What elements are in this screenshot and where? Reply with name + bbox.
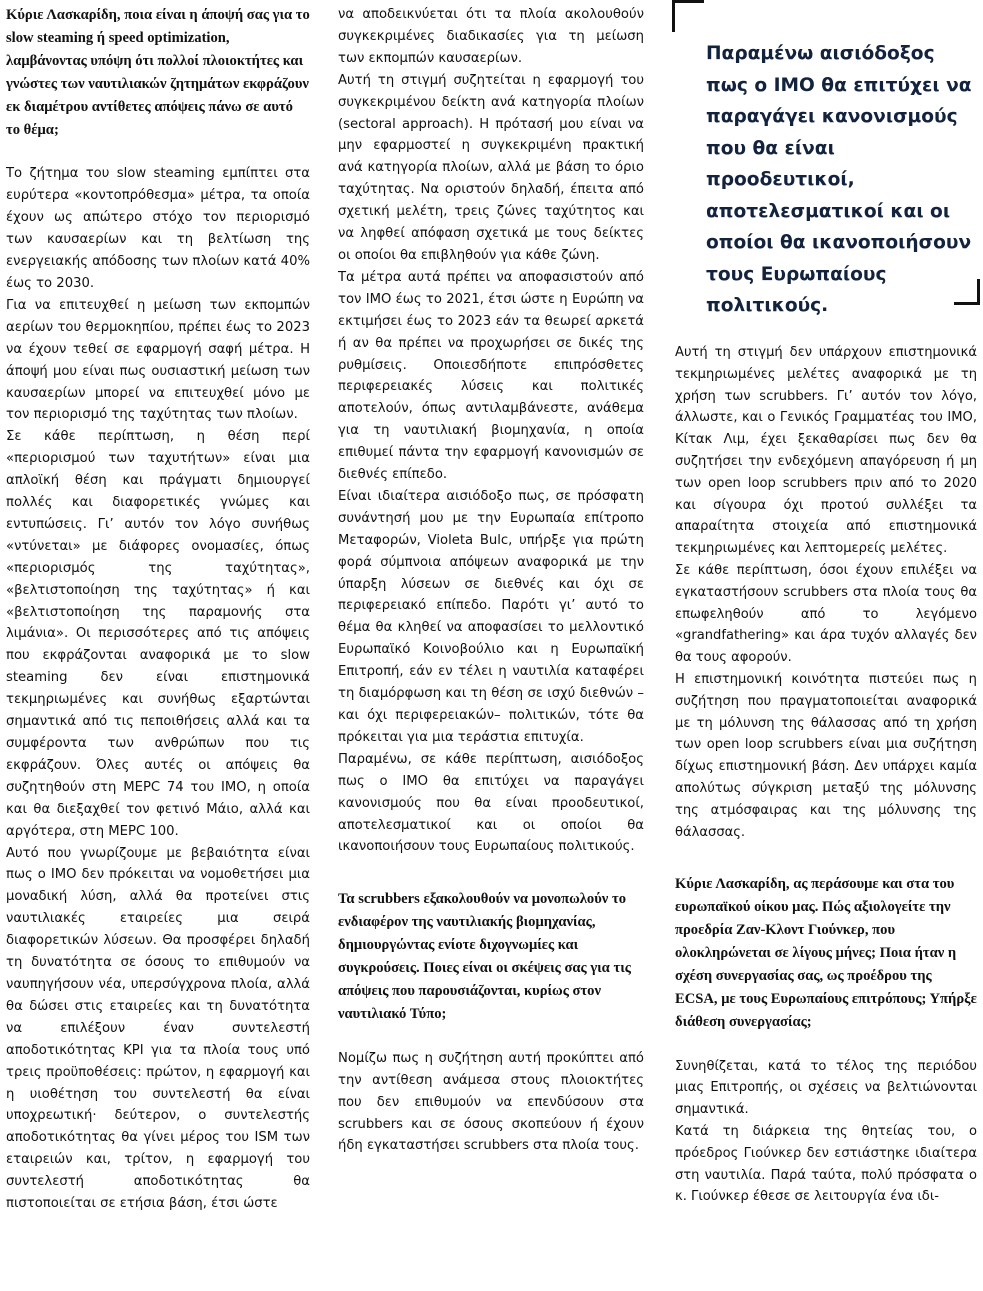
body-paragraph: Αυτή τη στιγμή δεν υπάρχουν επιστημονικά τεκμηριωμένες μελέτες αναφορικά με τη χρήση των scrubbers. Γι’ αυτόν τον λόγο, άλλωστε, και ο Γενικός Γραμματέας του IMO, Κίτακ Λιμ, έχει ξεκαθαρίσει πως δεν θα συζητήσει την ενδεχόμενη απαγόρευση ή μη των open loop scrubbers πριν από το 2020 και σίγουρα όχι προτού συλλέξει τα απαραίτητα στοιχεία από επιστημονικά τεκμηριωμένες και λεπτομερείς μελέτες. bbox=[675, 345, 977, 557]
pull-quote bbox=[672, 0, 983, 316]
body-paragraph: Αυτό που γνωρίζουμε με βεβαιότητα είναι πως ο IMO δεν πρόκειται να νομοθετήσει μια μοναδική λύση, αλλά θα προτείνει στις ναυτιλιακές εταιρείες μια σειρά διαφορετικών λύσεων. Θα προσφέρει δηλαδή τη δυνατότητα σε όσους το επιθυμούν να ναυπηγήσουν νέα, υπερσύγχρονα πλοία, αλλά θα δώσει στις εταιρείες και τη δυνατότητα να επιλέξουν έναν συντελεστή αποδοτικότητας KPI για τα πλοία τους υπό τρεις προϋποθέσεις: πρώτον, η εφαρμογή και η υιοθέτηση του συντελεστή θα είναι υποχρεωτική· δεύτερον, ο συντελεστής αποδοτικότητας θα γίνει μέρος του ISM των εταιρειών και, τρίτον, η εφαρμογή του συντελεστή αποδοτικότητας θα πιστοποιείται σε ετήσια βάση, έτσι ώστε bbox=[6, 845, 310, 1212]
body-paragraph: να αποδεικνύεται ότι τα πλοία ακολουθούν συγκεκριμένες διαδικασίες για τη μείωση των εκπομπών καυσαερίων. bbox=[338, 7, 644, 66]
quote-bracket-top-left bbox=[672, 0, 704, 32]
interview-question: Κύριε Λασκαρίδη, ποια είναι η άποψή σας για το slow steaming ή speed optimization, λαμβάνοντας υπόψη ότι πολλοί πλοιοκτήτες και γνώστες των ναυτιλιακών ζητημάτων εκφράζουν εκ διαμέτρου αντίθετες απόψεις πάνω σε αυτό το θέμα; bbox=[6, 7, 310, 138]
article-column-3 bbox=[675, 342, 977, 1208]
body-paragraph: Αυτή τη στιγμή συζητείται η εφαρμογή του συγκεκριμένου δείκτη ανά κατηγορία πλοίων (sectoral approach). Η πρότασή μου είναι να μην εφαρμοστεί η συγκεκριμένη πρακτική ανά κατηγορία πλοίων, αλλά με βάση το όριο ταχύτητας. Να οριστούν δηλαδή, έπειτα από σχετική μελέτη, τρεις ζώνες ταχύτητος και να ληφθεί απόφαση σχετικά με τους δείκτες οι οποίοι θα επιβληθούν για κάθε ζώνη. bbox=[338, 72, 644, 263]
body-paragraph: Σε κάθε περίπτωση, όσοι έχουν επιλέξει να εγκαταστήσουν scrubbers στα πλοία τους θα επωφεληθούν από το λεγόμενο «grandfathering» και άρα τυχόν αλλαγές δεν θα τους αφορούν. bbox=[675, 562, 977, 666]
interview-question: Κύριε Λασκαρίδη, ας περάσουμε και στα του ευρωπαϊκού οίκου μας. Πώς αξιολογείτε την προεδρία Ζαν-Κλοντ Γιούνκερ, που ολοκληρώνεται σε λίγους μήνες; Ποια ήταν η σχέση συνεργασίας σας, ως προέδρου της ECSA, με τους Ευρωπαίους επιτρόπους; Υπήρξε διάθεση συνεργασίας; bbox=[675, 876, 977, 1030]
article-column-2 bbox=[338, 4, 644, 1157]
interview-question: Τα scrubbers εξακολουθούν να μονοπωλούν το ενδιαφέρον της ναυτιλιακής βιομηχανίας, δημιουργώντας ενίοτε διχογνωμίες και συγκρούσεις. Ποιες είναι οι σκέψεις σας για τις απόψεις που παρουσιάζονται, κυρίως στον ναυτιλιακό Τύπο; bbox=[338, 891, 631, 1022]
body-paragraph: Κατά τη διάρκεια της θητείας του, ο πρόεδρος Γιούνκερ δεν εστιάστηκε ιδιαίτερα στη ναυτιλία. Παρά ταύτα, πολύ πρόσφατα ο κ. Γιούνκερ έθεσε σε λειτουργία ένα ιδι- bbox=[675, 1124, 977, 1205]
body-paragraph: Η επιστημονική κοινότητα πιστεύει πως η συζήτηση που πραγματοποιείται αναφορικά με τη μόλυνση της θάλασσας από τη χρήση των open loop scrubbers είναι μια συζήτηση δίχως επιστημονική βάση. Δεν υπάρχει καμία απολύτως σύγκριση μεταξύ της μόλυνσης της ατμόσφαιρας και της μόλυνσης της θάλασσας. bbox=[675, 671, 977, 840]
body-paragraph: Σε κάθε περίπτωση, η θέση περί «περιορισμού των ταχυτήτων» είναι μια απλοϊκή θέση και πράγματι δημιουργεί πολλές και διαφορετικές γνώμες και εντυπώσεις. Γι’ αυτόν τον λόγο συνήθως «ντύνεται» με διάφορες ονομασίες, όπως «περιορισμός της ταχύτητας», «βελτιστοποίηση της ταχύτητας» ή και «βελτιστοποίηση της παραμονής στα λιμάνια». Οι περισσότερες από τις απόψεις που εκφράζονται αναφορικά με το slow steaming δεν είναι επιστημονικά τεκμηριωμένες και συνήθως εξαρτώνται σημαντικά από τις πεποιθήσεις αλλά και τα συμφέροντα των ανθρώπων που τις εκφράζουν. Όλες αυτές οι απόψεις θα συζητηθούν στη MEPC 74 του IMO, η οποία και θα διεξαχθεί τον φετινό Μάιο, αλλά και αργότερα, στη MEPC 100. bbox=[6, 429, 310, 839]
quote-bracket-bottom-right bbox=[954, 279, 980, 305]
article-column-1 bbox=[6, 4, 310, 1215]
body-paragraph: Για να επιτευχθεί η μείωση των εκπομπών αερίων του θερμοκηπίου, πρέπει έως το 2023 να έχουν τεθεί σε εφαρμογή σαφή μέτρα. Η άποψή μου είναι πως ουσιαστική μείωση των καυσαερίων μπορεί να επιτευχθεί μόνο με τον περιορισμό της ταχύτητας των πλοίων. bbox=[6, 297, 310, 423]
body-paragraph: Συνηθίζεται, κατά το τέλος της περιόδου μιας Επιτροπής, οι σχέσεις να βελτιώνονται σημαντικά. bbox=[675, 1058, 977, 1118]
body-paragraph: Νομίζω πως η συζήτηση αυτή προκύπτει από την αντίθεση ανάμεσα στους πλοιοκτήτες που δεν επιθυμούν να επενδύσουν στα scrubbers και σε όσους σκοπεύουν ή έχουν ήδη εγκαταστήσει scrubbers στα πλοία τους. bbox=[338, 1050, 644, 1154]
body-paragraph: Το ζήτημα του slow steaming εμπίπτει στα ευρύτερα «κοντοπρόθεσμα» μέτρα, τα οποία έχουν ως απώτερο στόχο τον περιορισμό των καυσαερίων και τη βελτίωση της ενεργειακής απόδοσης των πλοίων κατά 40% έως το 2030. bbox=[6, 166, 310, 291]
pull-quote-text: Παραμένω αισιόδοξος πως ο IMO θα επιτύχει να παραγάγει κανονισμούς που θα είναι προοδευτικοί, αποτελεσματικοί και οι οποίοι θα ικανοποιήσουν τους Ευρωπαίους πολιτικούς. bbox=[706, 43, 972, 316]
body-paragraph: Τα μέτρα αυτά πρέπει να αποφασιστούν από τον IMO έως το 2021, έτσι ώστε η Ευρώπη να εκτιμήσει έως το 2023 εάν τα θεωρεί αρκετά ή αν θα πρέπει να προχωρήσει σε δικές της ρυθμίσεις. Οποιεσδήποτε επιπρόσθετες περιφερειακές λύσεις και πολιτικές αποτελούν, όπως αντιλαμβάνεστε, ανάθεμα για τη ναυτιλιακή βιομηχανία, η οποία επιθυμεί πάντα την εφαρμογή κανονισμών σε διεθνές επίπεδο. bbox=[338, 269, 644, 483]
body-paragraph: Είναι ιδιαίτερα αισιόδοξο πως, σε πρόσφατη συνάντησή μου με την Ευρωπαία επίτροπο Μεταφορών, Violeta Bulc, υπήρξε για πρώτη φορά σύμπνοια απόψεων αναφορικά με την ύπαρξη λύσεων σε διεθνές και όχι σε περιφερειακό επίπεδο. Παρότι γι’ αυτό το θέμα θα κληθεί να αποφασίσει το μελλοντικό Ευρωπαϊκό Κοινοβούλιο και η Ευρωπαϊκή Επιτροπή, εάν εν τέλει η ναυτιλία καταφέρει τη διαμόρφωση και τη θέση σε ισχύ διεθνών –και όχι περιφερειακών– πολιτικών, τότε θα πρόκειται για μια τεράστια επιτυχία. bbox=[338, 488, 644, 745]
body-paragraph: Παραμένω, σε κάθε περίπτωση, αισιόδοξος πως ο IMO θα επιτύχει να παραγάγει κανονισμούς που θα είναι προοδευτικοί, αποτελεσματικοί και οι οποίοι θα ικανοποιήσουν τους Ευρωπαίους πολιτικούς. bbox=[338, 751, 644, 855]
